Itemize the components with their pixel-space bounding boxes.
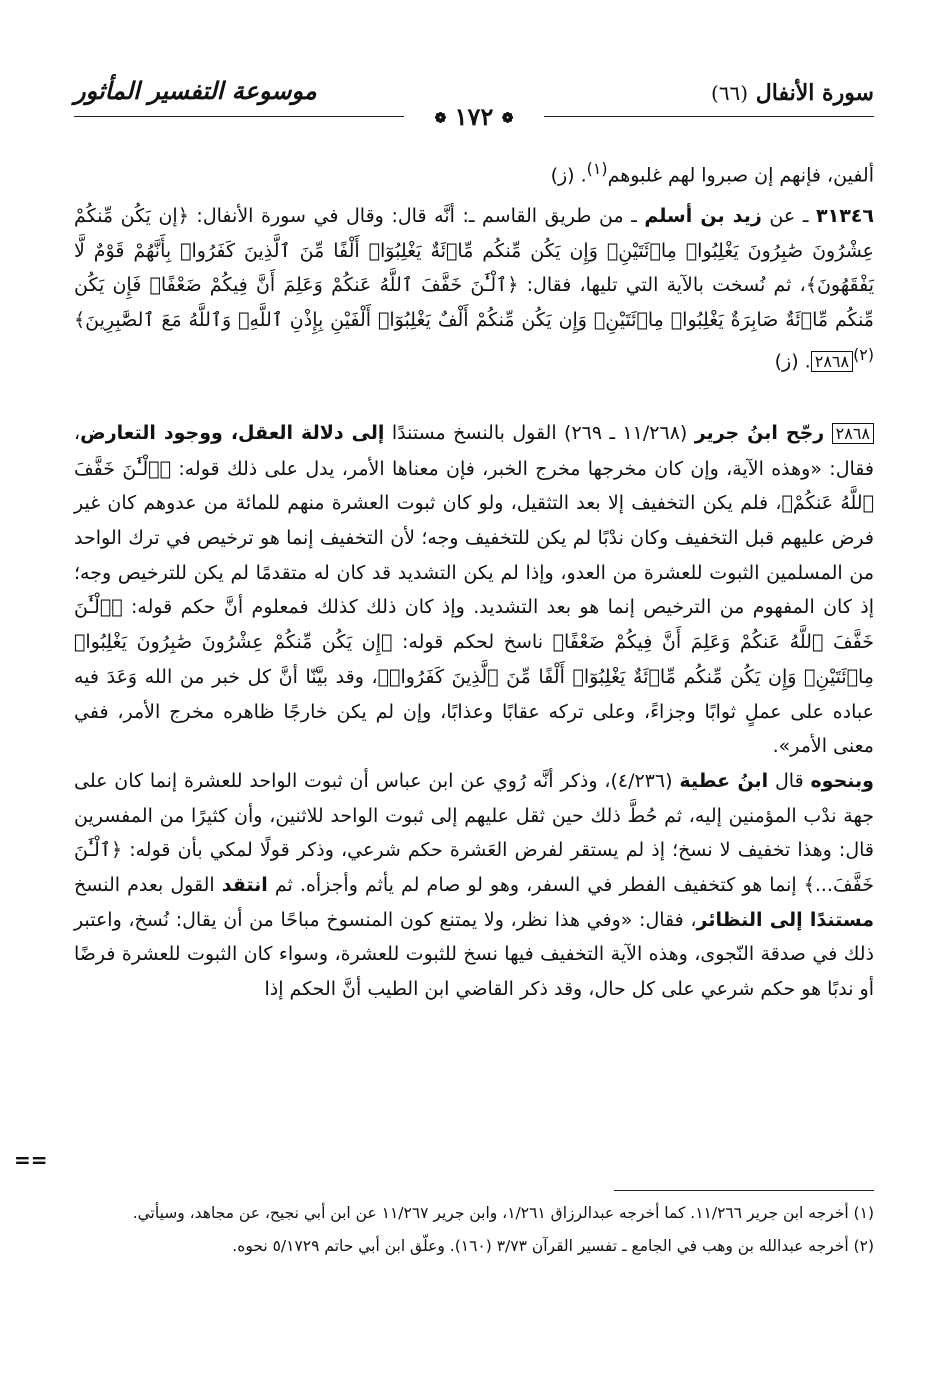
page-number — [434, 102, 514, 131]
commentary-paragraph-2 — [74, 764, 874, 1007]
text: ، فقال: «وفي هذا نظر، ولا يمتنع كون المنسوخ مباحًا من أن يقال: نُسخ، واعتبر ذلك في صدقة النّجوى، وهذه الآية التخفيف فيها نسخ للثبوت للعشرة، وسواء كان الثبوت للعشرة فرضًا أو ندبًا هو حكم شرعي على كل حال، وقد ذكر القاضي ابن الطيب أنَّ الحكم إذا — [74, 908, 874, 1001]
header-rule-right — [544, 116, 874, 117]
main-text — [74, 152, 874, 1007]
commentary-box[interactable]: ٢٨٦٨ — [832, 423, 874, 444]
bold-text: إلى دلالة العقل، ووجود التعارض — [80, 421, 385, 444]
hadith-number: ٣١٣٤٦ — [816, 205, 874, 228]
ornament-icon: ❁ — [501, 110, 514, 127]
surah-number: (٦٦) — [711, 81, 749, 105]
footnotes — [74, 1200, 874, 1266]
text: (١١/٢٦٨ ـ ٢٦٩) القول بالنسخ مستندًا — [384, 421, 695, 444]
text: ، فقال: «وهذه الآية، وإن كان مخرجها مخرج الخبر، فإن معناها الأمر، يدل على ذلك قوله: ﴿ٱلْـَٰٔنَ خَفَّفَ ٱللَّهُ عَنكُمْ﴾، فلم يكن التخفيف إلا بعد التثقيل، ولو كان ثبوت العشرة منهم للمائة من عدوهم كان غير فرض عليهم قبل التخفيف وكان ندْبًا لم يكن للتخفيف وجه؛ لأن التخفيف إنما هو ترخيص في ترك الواحد من المسلمين الثبوت للعشرة من العدو، وإذا لم يكن التشديد قد كان له متقدمًا لم يكن للترخيص وجه؛ إذ كان المفهوم من الترخيص إنما هو بعد التشديد. وإذ كان ذلك كذلك فمعلوم أنَّ حكم قوله: ﴿ٱلْـَٰٔنَ خَفَّفَ ٱللَّهُ عَنكُمْ وَعَلِمَ أَنَّ فِيكُمْ ضَعْفًا﴾ ناسخ لحكم قوله: ﴿إِن يَكُن مِّنكُمْ عِشْرُونَ صَٰبِرُونَ يَغْلِبُوا۟ مِا۟ئَتَيْنِۚ وَإِن يَكُن مِّنكُم مِّا۟ئَةٌ يَغْلِبُوٓا۟ أَلْفًا مِّنَ ٱلَّذِينَ كَفَرُوا۟﴾، وقد بيَّنّا أنَّ كل خبر من الله وَعَدَ فيه عباده على عملٍ ثوابًا وجزاءً، وعلى تركه عقابًا وعذابًا، وإن لم يكن خارجًا ظاهره مخرج الأمر، ففي معنى الأمر». — [74, 421, 874, 758]
series-title: موسوعة التفسير المأثور — [74, 76, 317, 105]
footnote-2: (٢) أخرجه عبدالله بن وهب في الجامع ـ تفسير القرآن ٣/٧٣ (١٦٠). وعلّق ابن أبي حاتم ٥/١٧٢٩ نحوه. — [232, 1237, 874, 1255]
footnote-separator — [614, 1190, 874, 1191]
footnote-ref[interactable]: (١) — [586, 159, 608, 178]
bold-text: انتقد — [221, 874, 268, 897]
commentary-paragraph — [74, 416, 874, 764]
continuation-mark: == — [14, 1148, 48, 1172]
bold-text: وبنحوه — [810, 769, 874, 792]
text: ألفين، فإنهم إن صبروا لهم غلبوهم — [607, 164, 874, 187]
page-header — [74, 76, 874, 136]
header-rule-left — [74, 116, 404, 117]
section-gap — [74, 380, 874, 416]
footnote-1: (١) أخرجه ابن جرير ١١/٢٦٦. كما أخرجه عبدالرزاق ١/٢٦١، وابن جرير ١١/٢٦٧ عن ابن أبي نجيح، عن مجاهد، وسيأتي. — [132, 1204, 874, 1222]
bold-text: مستندًا إلى النظائر — [696, 908, 874, 931]
footnote-ref[interactable]: (٢) — [853, 344, 874, 364]
page-number-text: ١٧٢ — [454, 102, 494, 131]
source-tag: . (ز) — [550, 164, 587, 187]
bold-text: ابنُ عطية — [679, 769, 769, 792]
ornament-icon: ❁ — [434, 110, 447, 127]
surah-title — [711, 80, 874, 106]
hadith-entry — [74, 199, 874, 380]
narrator-name: زيد بن أسلم — [644, 205, 762, 228]
source-tag: . (ز) — [774, 350, 811, 373]
bold-text: رجّح ابنُ جرير — [694, 421, 825, 444]
paragraph-continuation — [74, 152, 874, 193]
surah-name: سورة الأنفال — [755, 80, 874, 106]
text: قال — [768, 769, 811, 792]
hadith-text: ـ من طريق القاسم ـ: أنَّه قال: وقال في سورة الأنفال: ﴿إن يَكُن مِّنكُمْ عِشْرُونَ صَٰبِرُونَ يَغْلِبُوا۟ مِا۟ئَتَيْنِۚ وَإِن يَكُن مِّنكُم مِّا۟ئَةٌ يَغْلِبُوٓا۟ أَلْفًا مِّنَ ٱلَّذِينَ كَفَرُوا۟ بِأَنَّهُمْ قَوْمٌ لَّا يَفْقَهُونَ﴾، ثم نُسخت بالآية التي تليها، فقال: ﴿ٱلْـَٰٔنَ خَفَّفَ ٱللَّهُ عَنكُمْ وَعَلِمَ أَنَّ فِيكُمْ ضَعْفًاۚ فَإِن يَكُن مِّنكُم مِّا۟ئَةٌ صَابِرَةٌ يَغْلِبُوا۟ مِا۟ئَتَيْنِۚ وَإِن يَكُن مِّنكُمْ أَلْفٌ يَغْلِبُوٓا۟ أَلْفَيْنِ بِإِذْنِ ٱللَّهِۗ وَٱللَّهُ مَعَ ٱلصَّٰبِرِينَ﴾ — [74, 205, 874, 332]
text: القول بعدم النسخ — [74, 874, 222, 897]
text: ـ عن — [761, 205, 816, 228]
text: (٤/٢٣٦)، وذكر أنَّه رُوي عن ابن عباس أن ثبوت الواحد للعشرة إنما كان على جهة ندْب المؤمنين إليه، ثم حُطَّ ذلك حين ثقل عليهم إلى ثبوت الواحد للاثنين، وأن كثيرًا من المفسرين قال: وهذا تخفيف لا نسخ؛ إذ لم يستقر لفرض العَشرة حكم شرعي، وذكر قولًا لمكي بأن قوله: ﴿ٱلْـَٰٔنَ خَفَّفَ...﴾ إنما هو كتخفيف الفطر في السفر، وهو لو صام لم يأثم وأجزأه. ثم — [74, 769, 874, 897]
cross-ref-box[interactable]: ٢٨٦٨ — [811, 351, 853, 372]
